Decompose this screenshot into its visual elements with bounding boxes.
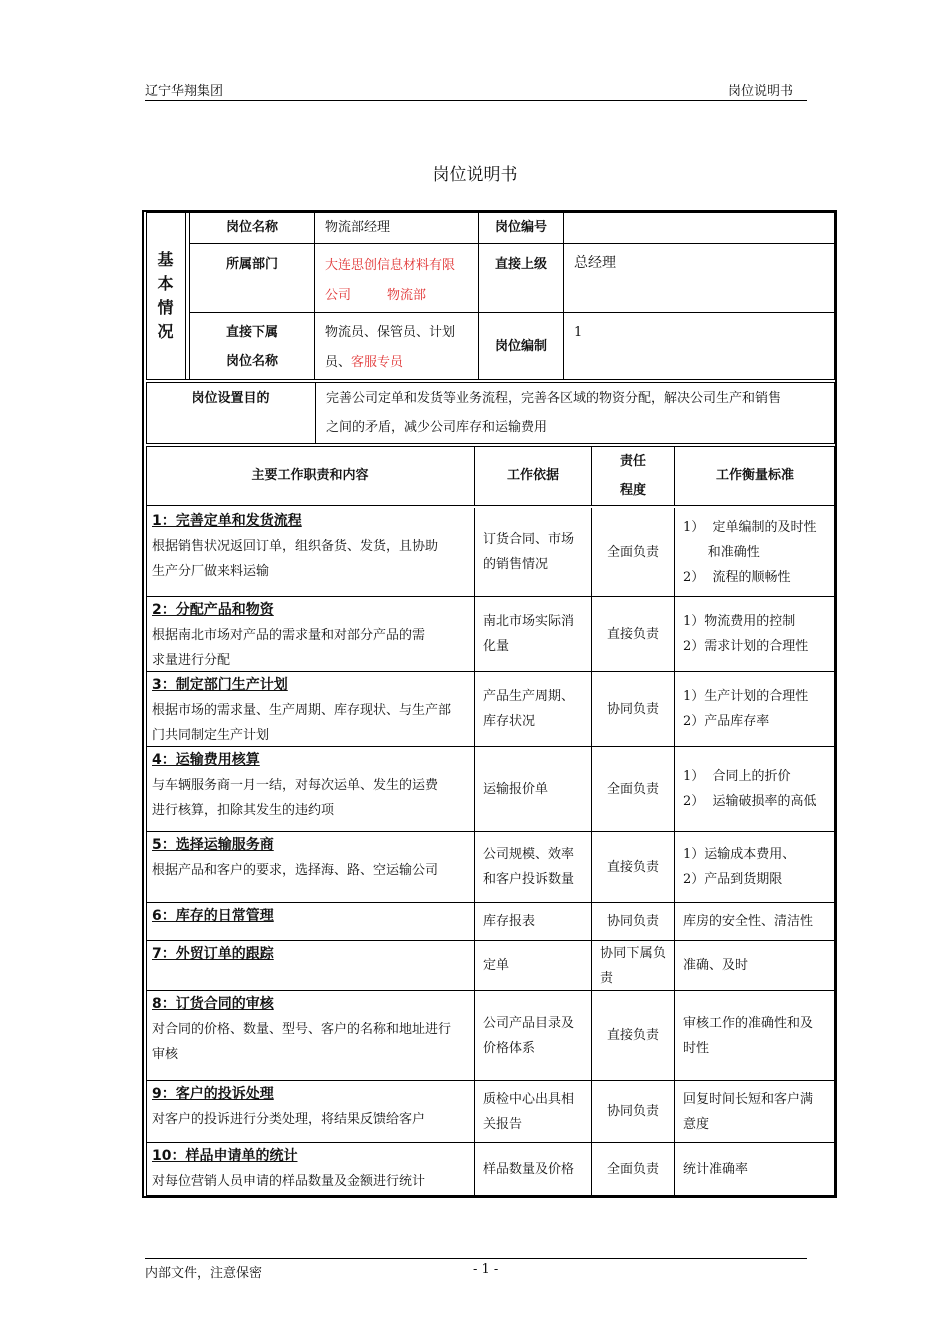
duty-resp-text: 协同负责 (606, 1104, 659, 1119)
duty-resp-text: 协同下属负责 (600, 945, 666, 986)
duty-title: 7：外贸订单的跟踪 (152, 946, 274, 962)
duty-content (146, 672, 475, 747)
dept-label: 所属部门 (190, 244, 315, 313)
duty-basis-line: 南北市场实际消 (483, 614, 575, 629)
duty-basis-line: 库存状况 (483, 714, 536, 729)
dept-line2 (325, 281, 468, 311)
header-doc-type: 岗位说明书 (727, 84, 793, 99)
duty-basis (475, 832, 592, 903)
page-footer (145, 1258, 807, 1281)
subordinate-value (315, 313, 479, 380)
resp-header-line1: 责任 (619, 453, 646, 469)
duty-basis-line: 化量 (483, 639, 510, 654)
duty-basis (475, 597, 592, 672)
duty-standard (675, 672, 835, 747)
subordinate-text: 员、 (325, 355, 352, 370)
col-header-standard: 工作衡量标准 (675, 446, 835, 506)
duty-title: 9：客户的投诉处理 (152, 1086, 274, 1102)
duty-standard (675, 597, 835, 672)
duty-title: 4：运输费用核算 (152, 752, 260, 768)
col-header-responsibility (592, 446, 675, 506)
duty-standard-line: 审核工作的准确性和及 (683, 1015, 814, 1031)
duty-resp-text: 直接负责 (606, 1028, 659, 1043)
superior-label: 直接上级 (479, 244, 564, 313)
subordinate-line2 (325, 348, 468, 378)
duty-basis (475, 1143, 592, 1196)
superior-value: 总经理 (564, 244, 835, 313)
duty-basis-line: 和客户投诉数量 (483, 872, 575, 887)
duty-responsibility (592, 747, 675, 832)
duty-desc-line: 根据销售状况返回订单，组织备货、发货，且协助 (152, 539, 439, 554)
purpose-text (316, 382, 835, 444)
duty-basis-line: 的销售情况 (483, 557, 549, 572)
duty-resp-text: 协同负责 (606, 701, 659, 717)
basic-label-char: 况 (157, 322, 174, 341)
duty-basis-line: 运输报价单 (483, 781, 549, 797)
duty-basis (475, 903, 592, 941)
duty-standard-line: 2）产品库存率 (683, 714, 770, 729)
duty-basis-line: 关报告 (483, 1116, 523, 1132)
basic-label-char: 情 (157, 298, 174, 317)
duty-standard-line: 1） 定单编制的及时性 (683, 519, 817, 535)
duty-content (146, 597, 475, 672)
duty-desc-line: 审核 (152, 1047, 179, 1062)
duty-desc-line: 根据南北市场对产品的需求量和对部分产品的需 (152, 628, 426, 643)
duty-title: 3：制定部门生产计划 (152, 677, 288, 693)
duty-standard-line: 2） 运输破损率的高低 (683, 794, 817, 809)
duty-resp-text: 协同负责 (606, 914, 659, 929)
duty-responsibility (592, 597, 675, 672)
duty-basis-line: 质检中心出具相 (483, 1091, 575, 1107)
duty-responsibility (592, 1143, 675, 1196)
duty-title: 1：完善定单和发货流程 (152, 513, 302, 529)
duty-content (146, 747, 475, 832)
duty-basis-line: 产品生产周期、 (483, 689, 575, 704)
duty-standard-line: 2） 流程的顺畅性 (683, 569, 791, 585)
duty-standard (675, 991, 835, 1081)
duty-basis-line: 价格体系 (483, 1040, 536, 1056)
duty-basis-line: 公司规模、效率 (483, 847, 575, 862)
duty-standard-line: 准确、及时 (683, 958, 749, 973)
subordinate-label-line2: 岗位名称 (225, 353, 278, 369)
duty-resp-text: 直接负责 (606, 859, 659, 875)
duty-standard-line: 时性 (683, 1040, 710, 1056)
purpose-line2: 之间的矛盾，减少公司库存和运输费用 (326, 420, 548, 435)
duty-resp-text: 全面负责 (606, 1162, 659, 1177)
duty-standard-line: 1）物流费用的控制 (683, 614, 796, 629)
duty-standard-line: 和准确性 (683, 544, 760, 560)
headcount-label: 岗位编制 (479, 313, 564, 380)
basic-label-char: 基 (157, 250, 174, 269)
duty-basis-line: 订货合同、市场 (483, 532, 575, 547)
duty-standard-line: 2）需求计划的合理性 (683, 639, 809, 654)
headcount-value: 1 (574, 325, 583, 340)
duty-content (146, 508, 475, 597)
duty-basis (475, 941, 592, 991)
subordinate-line1: 物流员、保管员、计划 (325, 325, 456, 340)
duty-content (146, 903, 475, 941)
duty-standard (675, 1143, 835, 1196)
dept-line1: 大连思创信息材料有限 (325, 258, 456, 273)
dept-name: 物流部 (387, 288, 427, 303)
resp-header-line2: 程度 (619, 482, 646, 498)
duty-responsibility (592, 1081, 675, 1143)
duty-basis (475, 991, 592, 1081)
duty-basis-line: 定单 (483, 958, 510, 973)
dept-company: 公司 (325, 288, 352, 303)
duty-content (146, 991, 475, 1081)
duty-basis-line: 公司产品目录及 (483, 1015, 575, 1031)
duty-standard-line: 库房的安全性、清洁性 (683, 914, 814, 929)
duty-basis (475, 747, 592, 832)
job-name-label: 岗位名称 (190, 212, 315, 244)
duty-basis (475, 672, 592, 747)
duty-responsibility (592, 832, 675, 903)
duty-desc-line: 生产分厂做来料运输 (152, 564, 270, 579)
duty-desc-line: 根据市场的需求量、生产周期、库存现状、与生产部 (152, 703, 452, 718)
basic-section-label (146, 212, 186, 380)
duty-standard-line: 2）产品到货期限 (683, 872, 783, 887)
duty-desc-line: 根据产品和客户的要求，选择海、路、空运输公司 (152, 863, 439, 878)
duty-standard (675, 747, 835, 832)
duty-standard (675, 832, 835, 903)
duty-standard-line: 回复时间长短和客户满 (683, 1091, 814, 1107)
duty-basis (475, 508, 592, 597)
footer-note: 内部文件，注意保密 (145, 1266, 263, 1281)
duty-responsibility (592, 941, 675, 991)
page-number: - 1 - (473, 1262, 499, 1277)
duty-standard-line: 意度 (683, 1116, 710, 1132)
duty-title: 2：分配产品和物资 (152, 602, 274, 618)
duty-desc-line: 求量进行分配 (152, 653, 231, 668)
duty-responsibility (592, 508, 675, 597)
duty-resp-text: 全面负责 (606, 781, 659, 797)
duty-content (146, 1143, 475, 1196)
duty-desc-line: 对客户的投诉进行分类处理，将结果反馈给客户 (152, 1112, 426, 1127)
duty-desc-line: 与车辆服务商一月一结，对每次运单、发生的运费 (152, 778, 439, 793)
duty-desc-line: 门共同制定生产计划 (152, 728, 270, 743)
duty-content (146, 941, 475, 991)
duty-responsibility (592, 991, 675, 1081)
duty-standard (675, 1081, 835, 1143)
duty-content (146, 832, 475, 903)
dept-value (315, 244, 479, 313)
purpose-line1: 完善公司定单和发货等业务流程，完善各区域的物资分配，解决公司生产和销售 (326, 391, 782, 406)
duty-standard-line: 1）生产计划的合理性 (683, 689, 809, 704)
duty-title: 10：样品申请单的统计 (152, 1148, 298, 1164)
duty-basis-line: 库存报表 (483, 914, 536, 929)
col-header-basis: 工作依据 (475, 446, 592, 506)
duty-title: 6：库存的日常管理 (152, 908, 274, 924)
job-no-label: 岗位编号 (479, 212, 564, 244)
subordinate-label (190, 313, 315, 380)
duty-responsibility (592, 672, 675, 747)
subordinate-highlight: 客服专员 (351, 355, 404, 370)
header-company: 辽宁华翔集团 (145, 84, 224, 99)
purpose-label: 岗位设置目的 (146, 382, 316, 444)
duty-standard-line: 统计准确率 (683, 1162, 749, 1177)
page-header (145, 80, 807, 101)
duty-desc-line: 进行核算，扣除其发生的违约项 (152, 803, 335, 818)
duty-standard (675, 903, 835, 941)
basic-label-char: 本 (157, 274, 174, 293)
subordinate-label-line1: 直接下属 (225, 324, 278, 340)
duty-basis-line: 样品数量及价格 (483, 1162, 575, 1177)
duty-standard (675, 941, 835, 991)
duty-resp-text: 全面负责 (606, 544, 659, 560)
duty-standard (675, 508, 835, 597)
duty-standard-line: 1）运输成本费用、 (683, 847, 796, 862)
duty-responsibility (592, 903, 675, 941)
col-header-content: 主要工作职责和内容 (146, 446, 475, 506)
duty-desc-line: 对合同的价格、数量、型号、客户的名称和地址进行 (152, 1022, 452, 1037)
duty-standard-line: 1） 合同上的折价 (683, 769, 791, 784)
duty-content (146, 1081, 475, 1143)
duty-basis (475, 1081, 592, 1143)
job-no-value (564, 212, 835, 244)
duty-title: 8：订货合同的审核 (152, 996, 274, 1012)
duty-desc-line: 对每位营销人员申请的样品数量及金额进行统计 (152, 1174, 426, 1189)
duty-title: 5：选择运输服务商 (152, 837, 274, 853)
document-title: 岗位说明书 (432, 165, 518, 185)
job-name-value: 物流部经理 (315, 212, 479, 244)
duty-resp-text: 直接负责 (606, 626, 659, 642)
